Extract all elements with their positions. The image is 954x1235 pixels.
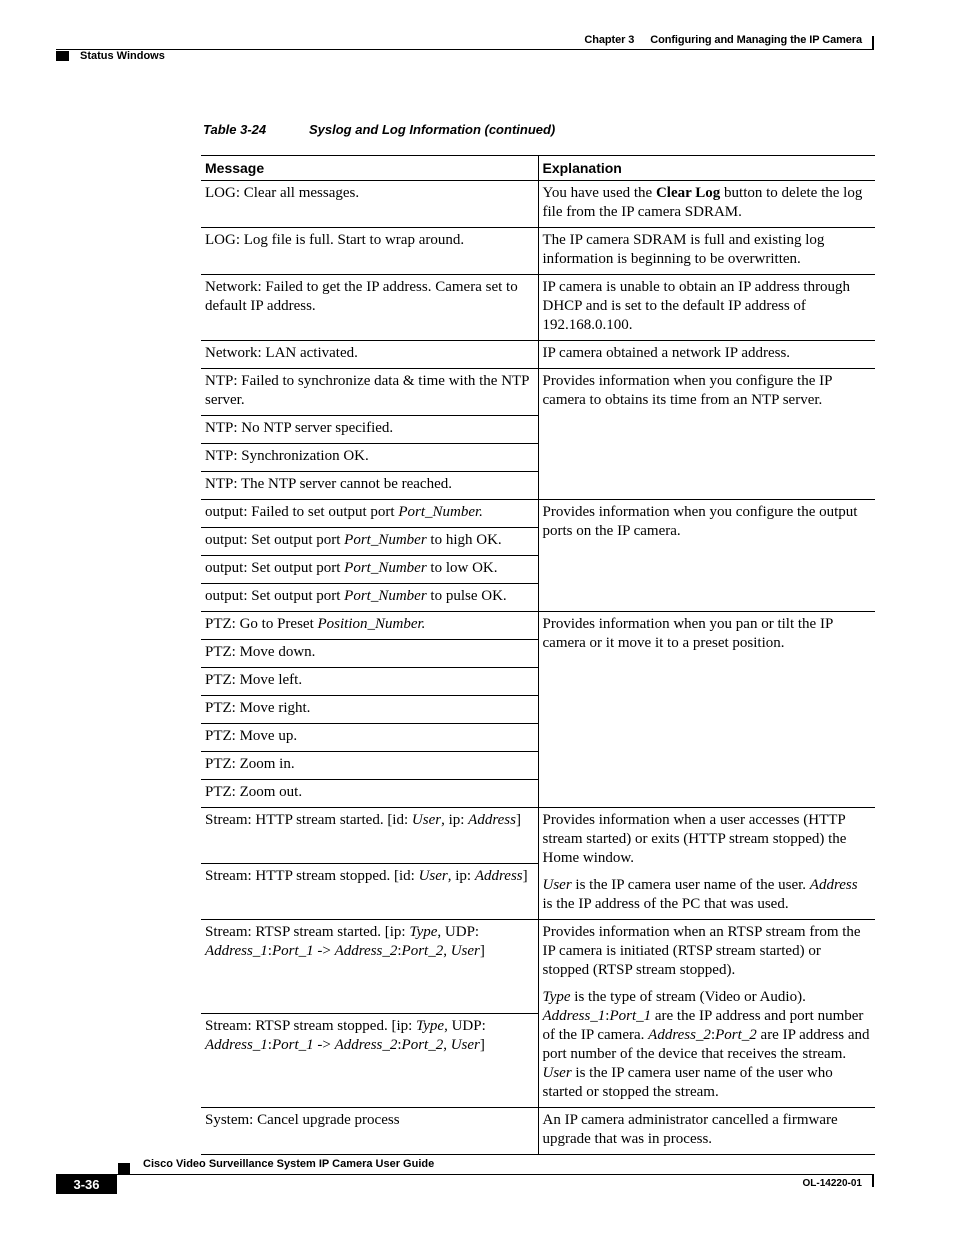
italic-text: Port_Number (344, 588, 427, 604)
table-row (201, 612, 875, 640)
text: : (267, 943, 272, 959)
explanation-cell: Provides information when you configure the IP camera to obtains its time from an NTP server. (538, 369, 875, 500)
message-cell (201, 920, 538, 1014)
text: output: Set output port (205, 560, 345, 576)
message-cell (201, 528, 538, 556)
text: output: Failed to set output port (205, 504, 399, 520)
text: , UDP: (437, 924, 480, 940)
column-header-explanation: Explanation (538, 156, 875, 181)
table-row (201, 181, 875, 228)
text: , (443, 1037, 451, 1053)
message-cell (201, 864, 538, 920)
text: output: Set output port (205, 588, 345, 604)
text: are IP address and port number of the device that receives the stream. (542, 1027, 870, 1062)
chapter-title: Configuring and Managing the IP Camera (650, 34, 862, 46)
header-rule (56, 49, 874, 50)
text: is the IP camera user name of the user. (571, 877, 810, 893)
running-header (584, 34, 862, 46)
italic-text: Type (409, 924, 438, 940)
text: : (605, 1008, 610, 1024)
table-row (201, 1108, 875, 1155)
text: is the IP camera user name of the user who started or stopped the stream. (542, 1065, 833, 1100)
message-cell: LOG: Clear all messages. (201, 181, 538, 228)
italic-text: User (542, 1065, 572, 1081)
table-header-row (201, 156, 875, 181)
table-row (201, 500, 875, 528)
table-row (201, 920, 875, 1014)
chapter-number: Chapter 3 (584, 34, 635, 46)
message-cell: PTZ: Move down. (201, 640, 538, 668)
italic-text: Port_2 (401, 1037, 444, 1053)
table-row (201, 228, 875, 275)
italic-text: Address (468, 812, 516, 828)
text: ] (479, 1037, 485, 1053)
message-cell: NTP: Failed to synchronize data & time with the NTP server. (201, 369, 538, 416)
italic-text: User (450, 943, 480, 959)
text: , (443, 943, 451, 959)
italic-text: Address_2 (334, 1037, 398, 1053)
text: is the IP address of the PC that was used. (542, 896, 789, 912)
italic-text: Position_Number. (317, 616, 426, 632)
italic-text: Type (416, 1018, 445, 1034)
paragraph: Provides information when a user accesses (HTTP stream started) or exits (HTTP stream stopped) the Home window. (542, 812, 847, 866)
paragraph: Provides information when an RTSP stream from the IP camera is initiated (RTSP stream started) or stopped (RTSP stream stopped). (542, 924, 861, 978)
italic-text: Address_1 (205, 943, 268, 959)
text: : (710, 1027, 716, 1043)
italic-text: Address (809, 877, 858, 893)
italic-text: Address (474, 868, 523, 884)
message-cell: NTP: No NTP server specified. (201, 416, 538, 444)
section-name: Status Windows (80, 50, 165, 62)
explanation-cell (538, 920, 875, 1108)
paragraph (543, 988, 872, 1102)
italic-text: Address_2 (648, 1027, 711, 1043)
message-cell: PTZ: Move left. (201, 668, 538, 696)
text: ] (479, 943, 485, 959)
text: , UDP: (444, 1018, 486, 1034)
text: : (397, 1037, 402, 1053)
message-cell: NTP: The NTP server cannot be reached. (201, 472, 538, 500)
explanation-cell: IP camera is unable to obtain an IP address through DHCP and is set to the default IP address of 192.168.0.100. (538, 275, 875, 341)
text: to low OK. (426, 560, 498, 576)
message-cell: Network: LAN activated. (201, 341, 538, 369)
table-row (201, 341, 875, 369)
italic-text: Port_Number (344, 560, 427, 576)
text: Stream: RTSP stream started. [ip: (205, 924, 410, 940)
table-row (201, 369, 875, 416)
text: ] (522, 868, 528, 884)
table-title: Syslog and Log Information (continued) (309, 122, 556, 137)
table-caption (203, 122, 556, 137)
italic-text: Port_Number (344, 532, 427, 548)
italic-text: Type (542, 989, 571, 1005)
message-cell: NTP: Synchronization OK. (201, 444, 538, 472)
explanation-cell: Provides information when you pan or tilt the IP camera or it move it to a preset position. (538, 612, 875, 808)
italic-text: User (418, 868, 448, 884)
text: -> (313, 943, 335, 959)
text: to high OK. (426, 532, 502, 548)
explanation-cell: Provides information when you configure the output ports on the IP camera. (538, 500, 875, 612)
message-cell: Network: Failed to get the IP address. Camera set to default IP address. (201, 275, 538, 341)
table-label: Table 3-24 (203, 122, 267, 137)
message-cell (201, 1014, 538, 1108)
explanation-cell: IP camera obtained a network IP address. (538, 341, 875, 369)
italic-text: Address_1 (542, 1008, 606, 1024)
bold-text: Clear Log (655, 185, 721, 201)
text: : (267, 1037, 272, 1053)
text: Stream: RTSP stream stopped. [ip: (205, 1018, 417, 1034)
column-header-message: Message (201, 156, 538, 181)
header-marker (56, 51, 69, 61)
message-cell: PTZ: Move right. (201, 696, 538, 724)
text: , ip: (447, 868, 475, 884)
italic-text: Port_Number. (398, 504, 483, 520)
italic-text: Address_2 (334, 943, 398, 959)
message-cell: LOG: Log file is full. Start to wrap around. (201, 228, 538, 275)
table-row (201, 275, 875, 341)
footer-rule (56, 1174, 874, 1175)
text: to pulse OK. (426, 588, 507, 604)
italic-text: Port_1 (609, 1008, 652, 1024)
text: -> (313, 1037, 335, 1053)
page-number: 3-36 (56, 1175, 117, 1194)
message-cell: PTZ: Zoom out. (201, 780, 538, 808)
message-cell (201, 556, 538, 584)
explanation-cell: The IP camera SDRAM is full and existing log information is beginning to be overwritten. (538, 228, 875, 275)
syslog-table (201, 155, 875, 1155)
text: : (397, 943, 402, 959)
paragraph (543, 876, 872, 914)
italic-text: User (450, 1037, 480, 1053)
message-cell: PTZ: Move up. (201, 724, 538, 752)
message-cell (201, 612, 538, 640)
text: , ip: (441, 812, 469, 828)
text: PTZ: Go to Preset (205, 616, 318, 632)
italic-text: Port_2 (401, 943, 444, 959)
message-cell: System: Cancel upgrade process (201, 1108, 538, 1155)
italic-text: Port_1 (271, 1037, 314, 1053)
message-cell (201, 584, 538, 612)
text: You have used the (542, 185, 656, 201)
message-cell (201, 808, 538, 864)
italic-text: Address_1 (205, 1037, 268, 1053)
document-id: OL-14220-01 (802, 1178, 862, 1189)
text: Stream: HTTP stream stopped. [id: (205, 868, 419, 884)
text: Stream: HTTP stream started. [id: (205, 812, 412, 828)
explanation-cell: An IP camera administrator cancelled a firmware upgrade that was in process. (538, 1108, 875, 1155)
italic-text: Port_1 (271, 943, 314, 959)
italic-text: Port_2 (715, 1027, 757, 1043)
explanation-cell (538, 181, 875, 228)
message-cell: PTZ: Zoom in. (201, 752, 538, 780)
text: ] (515, 812, 521, 828)
message-cell (201, 500, 538, 528)
footer-bar (872, 1175, 874, 1187)
header-bar (872, 36, 874, 50)
guide-title: Cisco Video Surveillance System IP Camera User Guide (143, 1158, 435, 1170)
italic-text: User (411, 812, 442, 828)
text: is the type of stream (Video or Audio). (570, 989, 806, 1005)
table-row (201, 808, 875, 864)
footer-marker (118, 1163, 130, 1174)
text: output: Set output port (205, 532, 345, 548)
explanation-cell (538, 808, 875, 920)
text: are the IP address and port number of the IP camera. (542, 1008, 864, 1043)
text: button to delete the log file from the IP camera SDRAM. (542, 185, 863, 220)
italic-text: User (542, 877, 572, 893)
